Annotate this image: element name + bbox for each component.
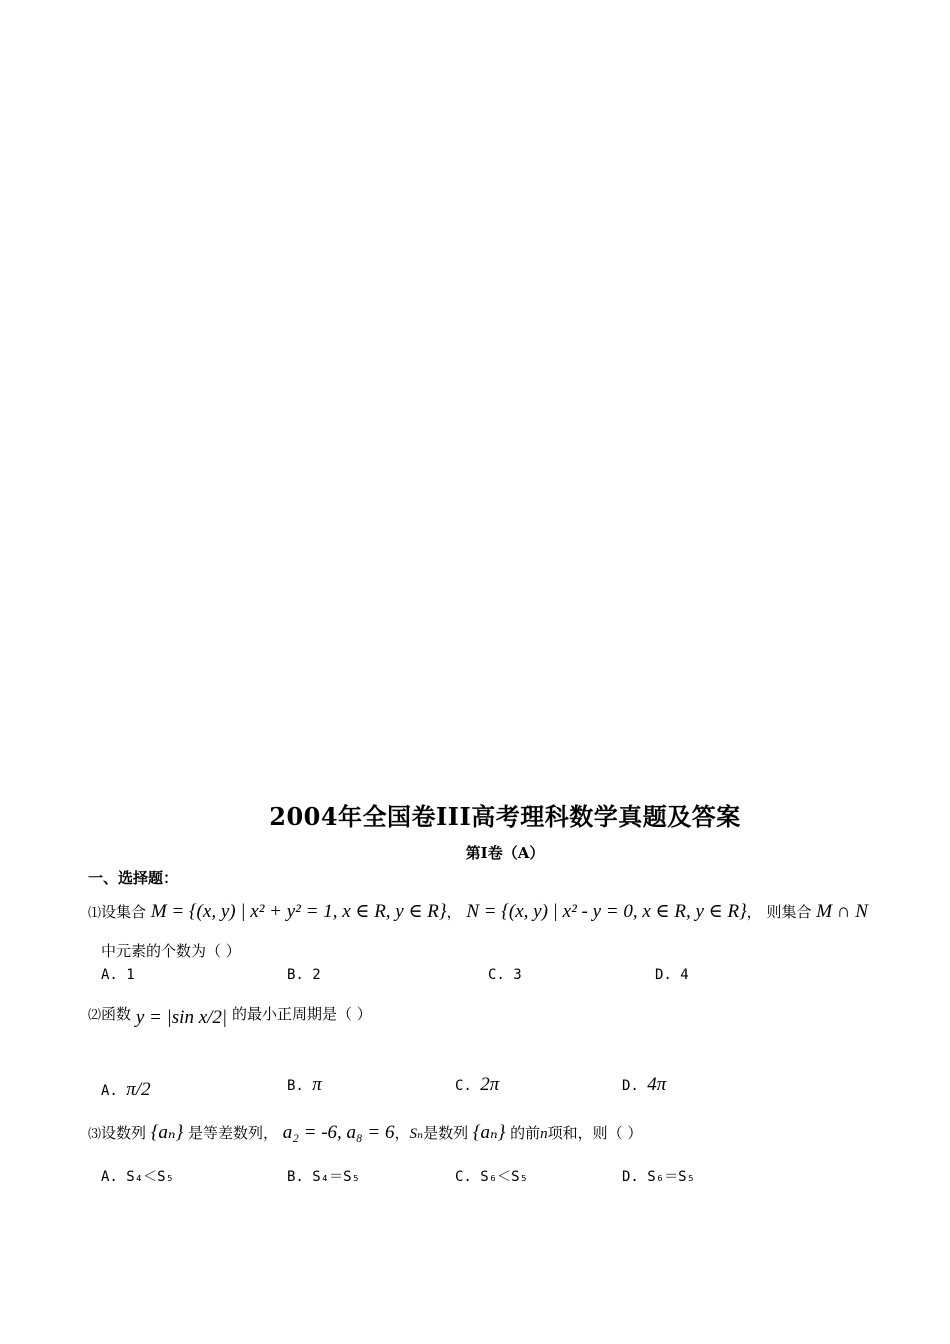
set-n-expression: N = {(x, y) | x² - y = 0, x ∈ R, y ∈ R} bbox=[466, 901, 747, 922]
q2-option-d bbox=[622, 1074, 666, 1096]
section-heading: 一、选择题： bbox=[88, 869, 179, 887]
given-values: a₂ = -6, a₈ = 6 bbox=[282, 1122, 395, 1143]
q1-option-a: A. 1 bbox=[101, 967, 135, 983]
question-text: 是数列 bbox=[423, 1124, 469, 1142]
page-subtitle: 第I卷（A） bbox=[465, 844, 545, 862]
partial-sum-symbol: Sₙ bbox=[409, 1126, 424, 1142]
q1-option-b: B. 2 bbox=[287, 967, 321, 983]
question-2 bbox=[88, 1002, 372, 1046]
question-text: ， bbox=[394, 1124, 410, 1142]
question-lead: 函数 bbox=[101, 1005, 132, 1023]
question-number: ⑵ bbox=[88, 1008, 102, 1023]
option-value: 4π bbox=[647, 1074, 667, 1095]
question-number: ⑴ bbox=[88, 906, 102, 921]
question-3 bbox=[88, 1118, 642, 1148]
question-tail: 的最小正周期是（ ） bbox=[231, 1005, 372, 1023]
set-m-expression: M = {(x, y) | x² + y² = 1, x ∈ R, y ∈ R} bbox=[150, 901, 447, 922]
question-1 bbox=[88, 892, 868, 932]
option-value: π bbox=[312, 1074, 322, 1095]
question-text: 的前 bbox=[510, 1124, 541, 1142]
q3-option-c: C. S₆＜S₅ bbox=[455, 1169, 529, 1185]
variable-n: n bbox=[540, 1126, 548, 1142]
q1-option-d: D. 4 bbox=[655, 967, 689, 983]
page-title: 2004年全国卷III高考理科数学真题及答案 bbox=[269, 802, 741, 831]
option-label: C. bbox=[455, 1078, 472, 1094]
q3-option-a: A. S₄＜S₅ bbox=[101, 1169, 175, 1185]
option-label: D. bbox=[622, 1078, 639, 1094]
question-lead: 设数列 bbox=[101, 1124, 147, 1142]
q2-option-c bbox=[455, 1074, 499, 1096]
function-expression: y = |sin x/2| bbox=[135, 1007, 228, 1028]
q1-option-c: C. 3 bbox=[488, 967, 522, 983]
option-value: π/2 bbox=[126, 1079, 151, 1100]
separator: ， bbox=[446, 903, 462, 921]
q3-option-d: D. S₆＝S₅ bbox=[622, 1169, 696, 1185]
option-label: A. bbox=[101, 1083, 118, 1099]
q3-option-b: B. S₄＝S₅ bbox=[287, 1169, 361, 1185]
option-label: B. bbox=[287, 1078, 304, 1094]
question-lead: 设集合 bbox=[101, 903, 147, 921]
question-text: 项和，则（ ） bbox=[547, 1124, 643, 1142]
question-text: 是等差数列， bbox=[188, 1124, 279, 1142]
q2-option-b bbox=[287, 1074, 322, 1096]
sequence-expression: {aₙ} bbox=[150, 1122, 184, 1143]
q2-option-a bbox=[101, 1068, 151, 1112]
sequence-expression: {aₙ} bbox=[472, 1122, 506, 1143]
option-value: 2π bbox=[480, 1074, 500, 1095]
intersection-expression: M ∩ N bbox=[816, 901, 868, 922]
question-number: ⑶ bbox=[88, 1127, 102, 1142]
question-1-line2: 中元素的个数为（ ） bbox=[101, 942, 241, 960]
question-tail: ， 则集合 bbox=[746, 903, 812, 921]
